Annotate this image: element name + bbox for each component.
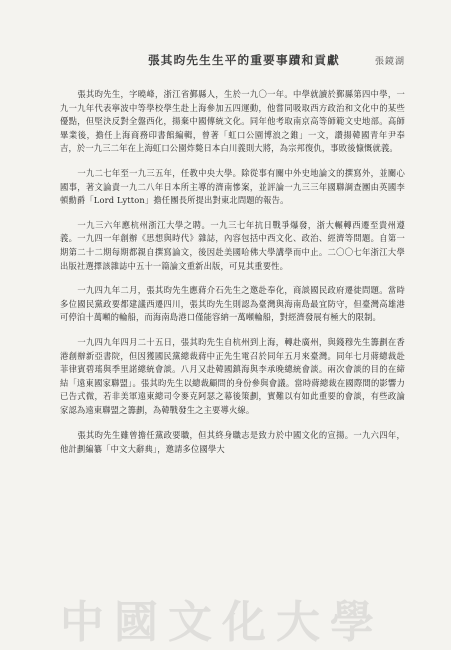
document-author: 張鏡湖 (374, 57, 405, 67)
paragraph-early-life: 張其昀先生，字曉峰，浙江省鄞縣人，生於一九〇一年。中學就讀於鄞縣第四中學，一九一九年代表寧波中等學校學生赴上海參加五四運動，他嘗同吸取西方政治和文化中的某些優點，但堅決反對全盤西化，揚棄中國傳統文化。同年他考取南京高等師範文史地部。高師畢業後，擔任上海商務印書館編輯，曾著「虹口公園博浪之錐」一文，讚揚韓國青年尹奉吉，於一九三二年在上海虹口公園炸斃日本白川義則大將，為宗邦復仇，事敗後慷慨就義。 (60, 89, 405, 154)
watermark: 中國文化大學 (60, 597, 384, 648)
paragraph-central-university: 一九二七年至一九三五年，任教中央大學。除從事有關中外史地論文的撰寫外，並關心國事，著文論責一九二八年日本所主導的濟南慘案，並評論一九三三年國聯調查團由英國李頓勳爵「Lord Lytton」擔任團長所提出對東北問題的報告。 (60, 167, 405, 206)
paragraph-chinese-culture: 張其昀先生雖曾擔任黨政要職，但其終身職志是致力於中國文化的宣揚。一九六四年，他計劃編纂「中文大辭典」，邀請多位國學大 (60, 430, 405, 455)
document-title: 張其昀先生生平的重要事蹟和貢獻 (148, 53, 340, 67)
document-header (60, 52, 405, 74)
paragraph-1949-february: 一九四九年二月，張其昀先生應蔣介石先生之邀赴奉化，商談國民政府遷徙問題。當時多位國民黨政要都建議西遷四川，張其昀先生則認為臺灣與海南島最宜防守，但臺灣高雄港可停泊十萬噸的輪船，而海南島港口僅能容納一萬噸輪船，對經濟發展有極大的限制。 (60, 285, 405, 323)
paragraph-zhejiang-university: 一九三六年應杭州浙江大學之聘。一九三七年抗日戰爭爆發，浙大輾轉西遷至貴州遵義。一九四一年創辦《思想與時代》雜誌，內容包括中西文化、政治、經濟等問題。自第一期第二十二期每期都親自撰寫論文，後因赴美國哈佛大學講學而中止。二〇〇七年浙江大學出版社選擇該雜誌中五十一篇論文重新出版，可見其重要性。 (60, 219, 405, 271)
paragraph-1949-april: 一九四九年四月二十五日，張其昀先生自杭州到上海，轉赴廣州，與錢穆先生籌劃在香港創辦新亞書院，但因獲國民黨總裁蔣中正先生電召於同年五月來臺灣。同年七月蔣總裁赴菲律賓碧瑤與季里諾總統會談。八月又赴韓國鎮海與李承晚總統會談。兩次會談的目的在締結「遠東國家聯盟」。張其昀先生以總裁顧問的身份參與會議。當時蔣總裁在國際間的影響力已告式微，若非美軍遠東總司令麥克阿瑟之幕後策劃，實難以有如此重要的會談，有些政論家認為遠東聯盟之籌劃，為韓戰發生之主要導火線。 (60, 336, 405, 415)
